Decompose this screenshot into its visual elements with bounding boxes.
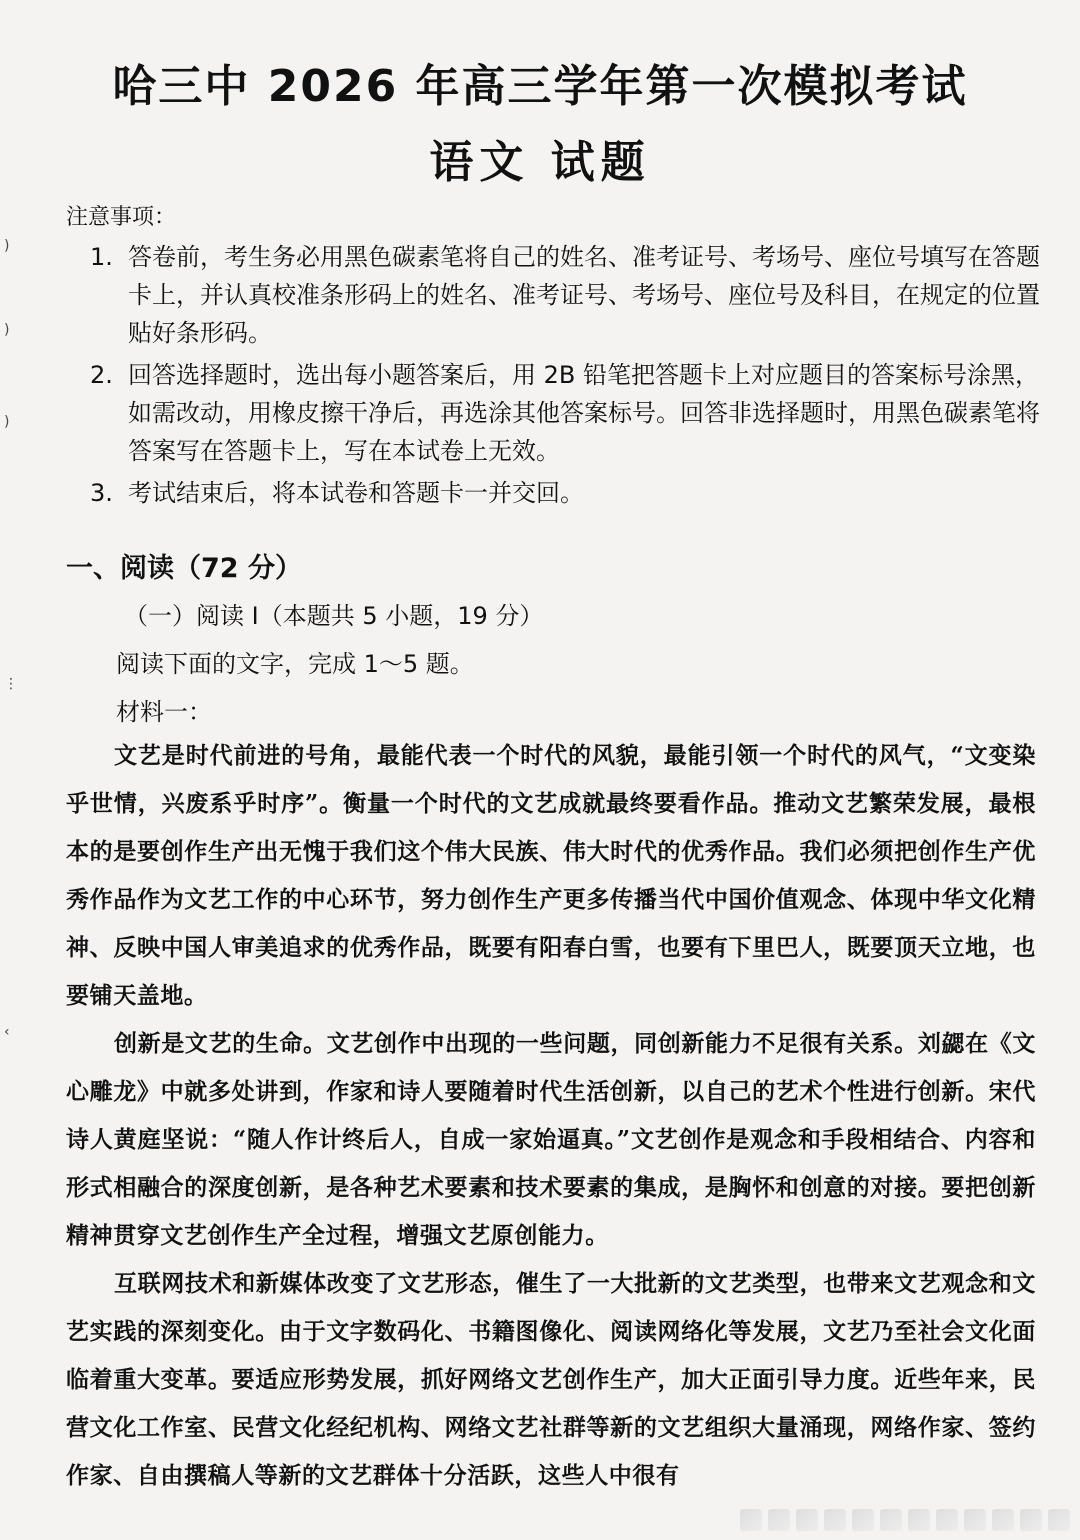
notice-item-number: 2. xyxy=(90,361,113,389)
margin-mark: ) xyxy=(4,414,10,430)
notice-heading: 注意事项： xyxy=(66,205,177,230)
material-paragraph: 创新是文艺的生命。文艺创作中出现的一些问题，同创新能力不足很有关系。刘勰在《文心雕龙》中就多处讲到，作家和诗人要随着时代生活创新，以自己的艺术个性进行创新。宋代诗人黄庭坚说：“随人作计终后人，自成一家始逼真。”文艺创作是观念和手段相结合、内容和形式相融合的深度创新，是各种艺术要素和技术要素的集成，是胸怀和创意的对接。要把创新精神贯穿文艺创作生产全过程，增强文艺原创能力。 xyxy=(66,1030,1036,1249)
watermark xyxy=(740,1506,1075,1534)
exam-title: 哈三中 2026 年高三学年第一次模拟考试 xyxy=(112,61,968,112)
watermark-block xyxy=(908,1509,930,1531)
notice-item-text: 答卷前，考生务必用黑色碳素笔将自己的姓名、准考证号、考场号、座位号填写在答题卡上，并认真校准条形码上的姓名、准考证号、考场号、座位号及科目，在规定的位置贴好条形码。 xyxy=(128,243,1040,347)
watermark-block xyxy=(1048,1509,1070,1531)
section-heading: 一、阅读（72 分） xyxy=(66,553,302,584)
watermark-block xyxy=(964,1509,986,1531)
notice-item xyxy=(86,474,1046,512)
material-paragraph: 文艺是时代前进的号角，最能代表一个时代的风貌，最能引领一个时代的风气，“文变染乎世情，兴废系乎时序”。衡量一个时代的文艺成就最终要看作品。推动文艺繁荣发展，最根本的是要创作生产出无愧于我们这个伟大民族、伟大时代的优秀作品。我们必须把创作生产优秀作品作为文艺工作的中心环节，努力创作生产更多传播当代中国价值观念、体现中华文化精神、反映中国人审美追求的优秀作品，既要有阳春白雪，也要有下里巴人，既要顶天立地，也要铺天盖地。 xyxy=(66,742,1036,1009)
material-label: 材料一： xyxy=(116,698,212,726)
margin-mark: ‹ xyxy=(4,1024,10,1040)
notice-item xyxy=(86,356,1046,470)
notice-item xyxy=(86,238,1046,352)
material-text xyxy=(66,732,1036,1500)
margin-mark: ) xyxy=(4,238,10,254)
margin-mark: ⋮ xyxy=(4,676,18,692)
watermark-block xyxy=(768,1509,790,1531)
subsection-heading: （一）阅读 I（本题共 5 小题，19 分） xyxy=(124,602,544,630)
notice-item-text: 考试结束后，将本试卷和答题卡一并交回。 xyxy=(128,479,584,507)
watermark-block xyxy=(936,1509,958,1531)
material-paragraph: 互联网技术和新媒体改变了文艺形态，催生了一大批新的文艺类型，也带来文艺观念和文艺实践的深刻变化。由于文字数码化、书籍图像化、阅读网络化等发展，文艺乃至社会文化面临着重大变革。要适应形势发展，抓好网络文艺创作生产，加大正面引导力度。近些年来，民营文化工作室、民营文化经纪机构、网络文艺社群等新的文艺组织大量涌现，网络作家、签约作家、自由撰稿人等新的文艺群体十分活跃，这些人中很有 xyxy=(66,1270,1036,1489)
watermark-block xyxy=(852,1509,874,1531)
watermark-block xyxy=(740,1509,762,1531)
watermark-block xyxy=(824,1509,846,1531)
watermark-block xyxy=(880,1509,902,1531)
reading-instruction: 阅读下面的文字，完成 1～5 题。 xyxy=(116,650,474,678)
watermark-block xyxy=(796,1509,818,1531)
notice-item-number: 1. xyxy=(90,243,113,271)
watermark-block xyxy=(1020,1509,1042,1531)
watermark-block xyxy=(992,1509,1014,1531)
notice-list xyxy=(86,238,1046,516)
subject-title: 语文 试题 xyxy=(429,137,651,188)
margin-mark: ) xyxy=(4,322,10,338)
notice-item-number: 3. xyxy=(90,479,113,507)
notice-item-text: 回答选择题时，选出每小题答案后，用 2B 铅笔把答题卡上对应题目的答案标号涂黑，如需改动，用橡皮擦干净后，再选涂其他答案标号。回答非选择题时，用黑色碳素笔将答案写在答题卡上，写在本试卷上无效。 xyxy=(128,361,1040,465)
